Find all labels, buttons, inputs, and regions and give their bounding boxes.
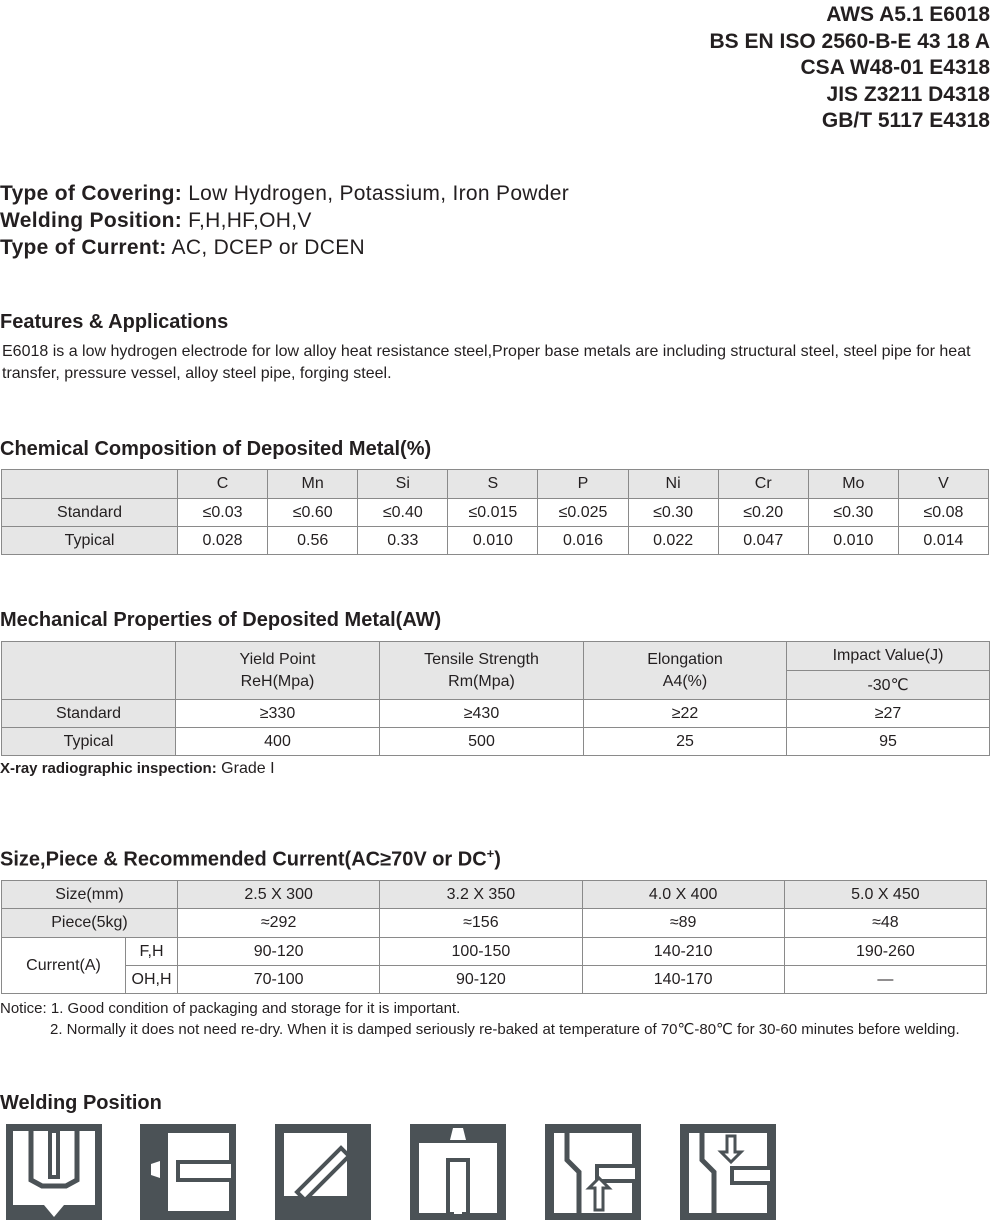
current-fh-label: F,H	[126, 938, 178, 966]
mechanical-standard-impact: ≥27	[787, 700, 990, 728]
chemical-typical-s: 0.010	[448, 527, 538, 555]
chemical-header-s: S	[448, 470, 538, 499]
vertical-up-icon	[545, 1124, 641, 1220]
elongation-label: Elongation	[647, 650, 723, 668]
mechanical-heading: Mechanical Properties of Deposited Metal(AW)	[0, 609, 442, 631]
chemical-typical-row	[2, 527, 989, 555]
size-3-2: 3.2 X 350	[380, 881, 582, 909]
chemical-header-ni: Ni	[628, 470, 718, 499]
current-ohh-5-0: —	[784, 966, 986, 994]
welding-position-heading: Welding Position	[0, 1092, 162, 1114]
yield-point-label: Yield Point	[239, 650, 316, 668]
elongation-unit: A4(%)	[662, 672, 708, 690]
current-ohh-label: OH,H	[126, 966, 178, 994]
standard-jis: JIS Z3211 D4318	[826, 82, 990, 106]
current-fh-row	[2, 938, 987, 966]
current-fh-4-0: 140-210	[582, 938, 784, 966]
chemical-header-mn: Mn	[268, 470, 358, 499]
chemical-header-mo: Mo	[808, 470, 898, 499]
chemical-standard-p: ≤0.025	[538, 499, 628, 527]
current-row	[0, 234, 569, 261]
flat-position-icon	[6, 1124, 102, 1220]
size-label: Size(mm)	[2, 881, 178, 909]
standard-bs-en-iso: BS EN ISO 2560-B-E 43 18 A	[709, 29, 990, 53]
chemical-standard-row	[2, 499, 989, 527]
standard-aws: AWS A5.1 E6018	[826, 3, 990, 26]
electrode-properties	[0, 180, 569, 261]
position-value: F,H,HF,OH,V	[182, 209, 312, 232]
chemical-corner-cell	[2, 470, 178, 499]
mechanical-header-yield	[176, 642, 380, 700]
chemical-typical-p: 0.016	[538, 527, 628, 555]
tensile-strength-label: Tensile Strength	[424, 650, 539, 668]
mechanical-header-impact: Impact Value(J)	[787, 642, 990, 671]
position-row	[0, 207, 569, 234]
chemical-header-row	[2, 470, 989, 499]
piece-5-0: ≈48	[784, 909, 986, 938]
chemical-typical-v: 0.014	[898, 527, 988, 555]
current-ohh-4-0: 140-170	[582, 966, 784, 994]
chemical-standard-mn: ≤0.60	[268, 499, 358, 527]
current-value: AC, DCEP or DCEN	[166, 236, 366, 259]
chemical-typical-ni: 0.022	[628, 527, 718, 555]
chemical-table	[1, 469, 989, 555]
chemical-typical-cr: 0.047	[718, 527, 808, 555]
current-fh-5-0: 190-260	[784, 938, 986, 966]
mechanical-typical-yield: 400	[176, 728, 380, 756]
current-label: Type of Current:	[0, 236, 167, 259]
covering-label: Type of Covering:	[0, 182, 183, 205]
chemical-typical-c: 0.028	[178, 527, 268, 555]
standards-list	[709, 2, 990, 135]
size-row	[2, 881, 987, 909]
chemical-standard-v: ≤0.08	[898, 499, 988, 527]
mechanical-typical-impact: 95	[787, 728, 990, 756]
size-2-5: 2.5 X 300	[178, 881, 380, 909]
chemical-heading: Chemical Composition of Deposited Metal(%)	[0, 438, 432, 460]
chemical-standard-cr: ≤0.20	[718, 499, 808, 527]
mechanical-typical-label: Typical	[2, 728, 176, 756]
size-table	[1, 880, 987, 994]
current-ohh-row	[2, 966, 987, 994]
current-ohh-3-2: 90-120	[380, 966, 582, 994]
mechanical-typical-tensile: 500	[380, 728, 584, 756]
mechanical-table	[1, 641, 990, 756]
chemical-standard-s: ≤0.015	[448, 499, 538, 527]
mechanical-header-elongation	[584, 642, 787, 700]
current-ohh-2-5: 70-100	[178, 966, 380, 994]
mechanical-standard-tensile: ≥430	[380, 700, 584, 728]
chemical-typical-mn: 0.56	[268, 527, 358, 555]
size-5-0: 5.0 X 450	[784, 881, 986, 909]
features-heading: Features & Applications	[0, 311, 229, 333]
vertical-down-icon	[680, 1124, 776, 1220]
chemical-standard-si: ≤0.40	[358, 499, 448, 527]
xray-label: X-ray radiographic inspection:	[0, 760, 217, 777]
mechanical-standard-yield: ≥330	[176, 700, 380, 728]
features-text: E6018 is a low hydrogen electrode for low alloy heat resistance steel,Proper base metals are including structural steel, steel pipe for heat transfer, pressure vessel, alloy steel pipe, forging steel.	[2, 343, 971, 382]
piece-label: Piece(5kg)	[2, 909, 178, 938]
position-label: Welding Position:	[0, 209, 183, 232]
covering-value: Low Hydrogen, Potassium, Iron Powder	[182, 182, 570, 205]
standard-csa: CSA W48-01 E4318	[800, 56, 990, 79]
mechanical-standard-elongation: ≥22	[584, 700, 787, 728]
tensile-strength-unit: Rm(Mpa)	[448, 672, 515, 690]
notice-line-1: Notice: 1. Good condition of packaging and storage for it is important.	[0, 1000, 461, 1017]
piece-3-2: ≈156	[380, 909, 582, 938]
notice-line-2: 2. Normally it does not need re-dry. When it is damped seriously re-baked at temperature of 70℃-80℃ for 30-60 minutes before welding.	[50, 1021, 960, 1038]
chemical-standard-label: Standard	[2, 499, 178, 527]
chemical-header-p: P	[538, 470, 628, 499]
current-fh-2-5: 90-120	[178, 938, 380, 966]
yield-point-unit: ReH(Mpa)	[240, 672, 315, 690]
size-heading-superscript: +	[486, 846, 495, 861]
chemical-standard-c: ≤0.03	[178, 499, 268, 527]
size-4-0: 4.0 X 400	[582, 881, 784, 909]
chemical-standard-mo: ≤0.30	[808, 499, 898, 527]
chemical-header-cr: Cr	[718, 470, 808, 499]
flat-fillet-icon	[275, 1124, 371, 1220]
mechanical-header-row-1	[2, 642, 990, 671]
horizontal-fillet-icon	[140, 1124, 236, 1220]
mechanical-typical-row	[2, 728, 990, 756]
piece-4-0: ≈89	[582, 909, 784, 938]
chemical-typical-si: 0.33	[358, 527, 448, 555]
notice	[0, 998, 960, 1040]
size-heading-end: )	[494, 848, 501, 871]
mechanical-standard-row	[2, 700, 990, 728]
xray-inspection	[0, 760, 275, 778]
chemical-typical-label: Typical	[2, 527, 178, 555]
mechanical-header-impact-temp: -30℃	[787, 671, 990, 700]
overhead-position-icon	[410, 1124, 506, 1220]
size-heading-main: Size,Piece & Recommended Current(AC≥70V or DC	[0, 848, 487, 871]
chemical-header-si: Si	[358, 470, 448, 499]
xray-value: Grade I	[216, 760, 275, 777]
standard-gb: GB/T 5117 E4318	[821, 109, 990, 132]
size-heading	[0, 846, 501, 872]
mechanical-standard-label: Standard	[2, 700, 176, 728]
current-fh-3-2: 100-150	[380, 938, 582, 966]
current-label: Current(A)	[2, 938, 126, 994]
chemical-standard-ni: ≤0.30	[628, 499, 718, 527]
piece-2-5: ≈292	[178, 909, 380, 938]
mechanical-header-tensile	[380, 642, 584, 700]
mechanical-typical-elongation: 25	[584, 728, 787, 756]
mechanical-corner-cell	[2, 642, 176, 700]
covering-row	[0, 180, 569, 207]
chemical-header-c: C	[178, 470, 268, 499]
chemical-typical-mo: 0.010	[808, 527, 898, 555]
piece-row	[2, 909, 987, 938]
chemical-header-v: V	[898, 470, 988, 499]
